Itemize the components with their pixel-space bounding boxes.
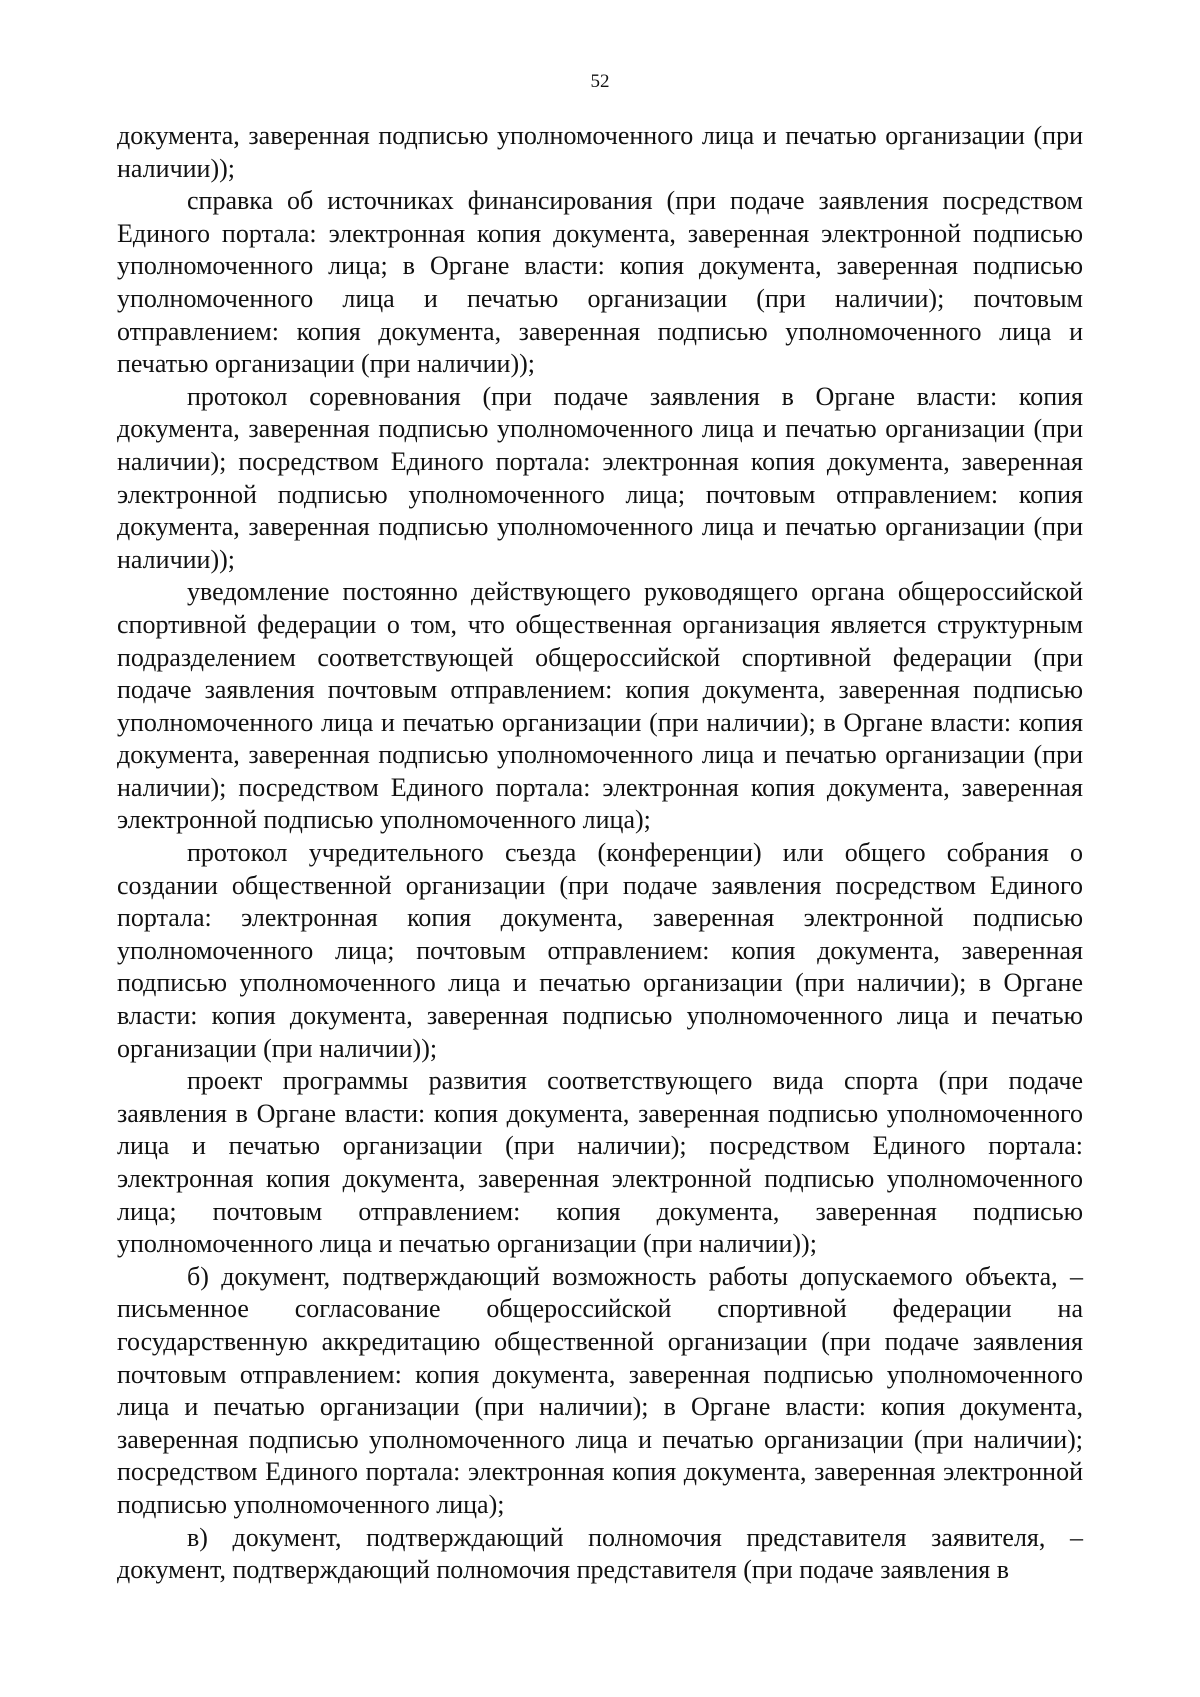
paragraph-continuation: документа, заверенная подписью уполномоченного лица и печатью организации (при наличии));: [117, 121, 1083, 183]
paragraph-item-v: в) документ, подтверждающий полномочия представителя заявителя, – документ, подтверждающий полномочия представителя (при подаче заявления в: [117, 1522, 1083, 1585]
paragraph-founding-protocol: протокол учредительного съезда (конференции) или общего собрания о создании общественной организации (при подаче заявления посредством Единого портала: электронная копия документа, заверенная электронной подписью уполномоченного лица; почтовым отправлением: копия документа, заверенная подписью уполномоченного лица и печатью организации (при наличии); в Органе власти: копия документа, заверенная подписью уполномоченного лица и печатью организации (при наличии));: [117, 838, 1083, 1063]
paragraph-federation-notice: уведомление постоянно действующего руководящего органа общероссийской спортивной федерации о том, что общественная организация является структурным подразделением соответствующей общероссийской спортивной федерации (при подаче заявления почтовым отправлением: копия документа, заверенная подписью уполномоченного лица и печатью организации (при наличии); в Органе власти: копия документа, заверенная подписью уполномоченного лица и печатью организации (при наличии); посредством Единого портала: электронная копия документа, заверенная электронной подписью уполномоченного лица);: [117, 577, 1083, 835]
document-body: [117, 120, 1083, 1587]
paragraph-competition-protocol: протокол соревнования (при подаче заявления в Органе власти: копия документа, заверенная подписью уполномоченного лица и печатью организации (при наличии); посредством Единого портала: электронная копия документа, заверенная электронной подписью уполномоченного лица; почтовым отправлением: копия документа, заверенная подписью уполномоченного лица и печатью организации (при наличии));: [117, 381, 1083, 574]
paragraph-development-program: проект программы развития соответствующего вида спорта (при подаче заявления в Органе власти: копия документа, заверенная подписью уполномоченного лица и печатью организации (при наличии); посредством Единого портала: электронная копия документа, заверенная электронной подписью уполномоченного лица; почтовым отправлением: копия документа, заверенная подписью уполномоченного лица и печатью организации (при наличии));: [117, 1066, 1083, 1259]
paragraph-funding-sources: справка об источниках финансирования (при подаче заявления посредством Единого портала: электронная копия документа, заверенная электронной подписью уполномоченного лица; в Органе власти: копия документа, заверенная подписью уполномоченного лица и печатью организации (при наличии); почтовым отправлением: копия документа, заверенная подписью уполномоченного лица и печатью организации (при наличии));: [117, 186, 1083, 379]
paragraph-item-b: б) документ, подтверждающий возможность работы допускаемого объекта, – письменное согласование общероссийской спортивной федерации на государственную аккредитацию общественной организации (при подаче заявления почтовым отправлением: копия документа, заверенная подписью уполномоченного лица и печатью организации (при наличии); в Органе власти: копия документа, заверенная подписью уполномоченного лица и печатью организации (при наличии); посредством Единого портала: электронная копия документа, заверенная электронной подписью уполномоченного лица);: [117, 1261, 1083, 1519]
page-number: 52: [590, 71, 610, 92]
